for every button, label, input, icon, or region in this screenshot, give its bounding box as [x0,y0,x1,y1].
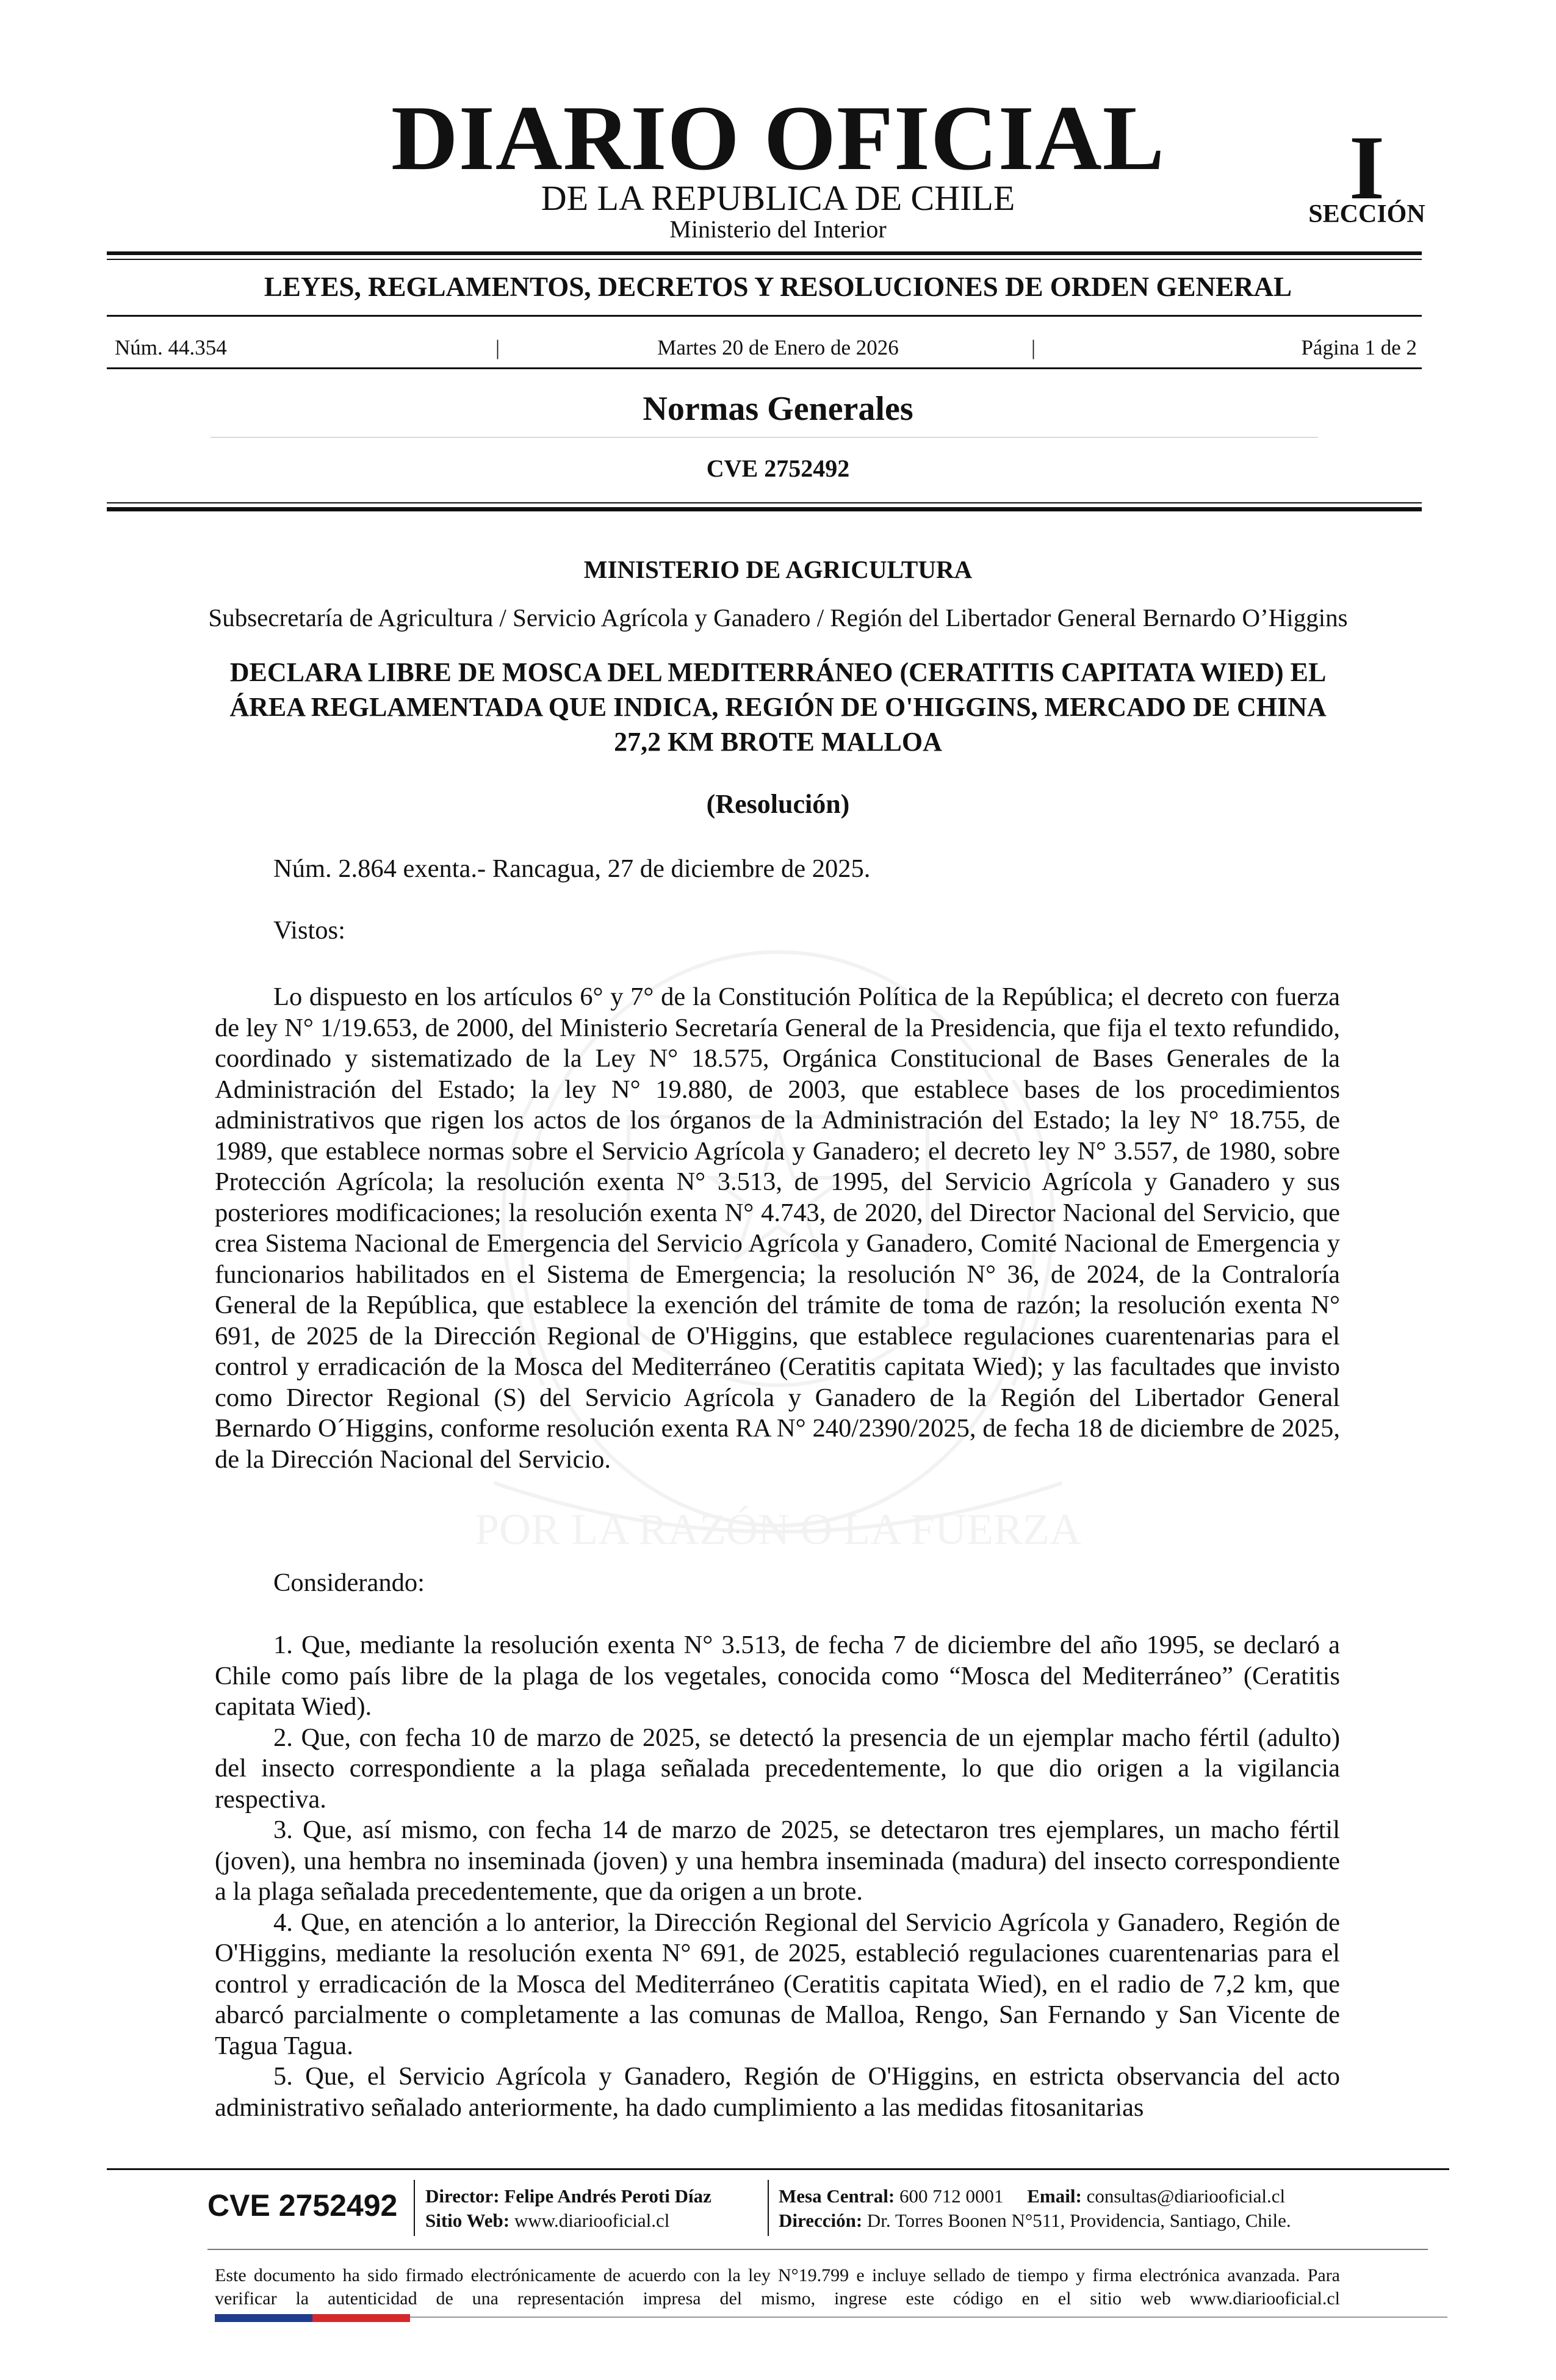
masthead-rule-top-thin [107,259,1422,260]
considerando-1: 1. Que, mediante la resolución exenta N° 3.513, de fecha 7 de diciembre del año 1995, se declaró a Chile como país libre de la plaga de los vegetales, conocida como “Mosca del Mediterráneo” (Ceratitis capitata Wied). [215,1631,1340,1721]
section-title-underline [211,437,1318,438]
considerando-2: 2. Que, con fecha 10 de marzo de 2025, se detectó la presencia de un ejemplar macho fértil (adulto) del insecto correspondiente a la plaga señalada precedentemente, lo que dio origen a la vigilancia respectiva. [215,1723,1340,1814]
section-label: SECCIÓN [1308,200,1425,228]
considerando-3: 3. Que, así mismo, con fecha 14 de marzo de 2025, se detectaron tres ejemplares, un macho fértil (joven), una hembra no inseminada (joven) y una hembra inseminada (madura) del insecto correspondiente a la plaga señalada precedentemente, que da origen a un brote. [215,1816,1340,1906]
laws-rule-bottom [107,315,1422,317]
vistos-heading: Vistos: [273,916,345,945]
footer-director-label: Director: [425,2185,500,2207]
issue-separator-1: | [495,336,500,359]
vistos-body [215,982,1340,1475]
doc-ministry: MINISTERIO DE AGRICULTURA [583,555,973,583]
issue-separator-2: | [1031,336,1036,359]
footer-website-link[interactable]: www.diariooficial.cl [514,2210,670,2231]
footer-email-label: Email: [1027,2185,1082,2207]
footer-website [425,2211,669,2230]
doc-declaration-title: DECLARA LIBRE DE MOSCA DEL MEDITERRÁNEO (CERATITIS CAPITATA WIED) EL ÁREA REGLAMENTADA QUE INDICA, REGIÓN DE O'HIGGINS, MERCADO DE CHINA 27,2 KM BROTE MALLOA [229,657,1327,757]
issue-number: Núm. 44.354 [115,336,227,359]
doc-number-line: Núm. 2.864 exenta.- Rancagua, 27 de diciembre de 2025. [273,854,871,883]
footer-cve: CVE 2752492 [207,2188,398,2223]
considerando-heading: Considerando: [273,1568,425,1597]
laws-heading: LEYES, REGLAMENTOS, DECRETOS Y RESOLUCIONES DE ORDEN GENERAL [264,272,1292,302]
cve-rule-thin [107,502,1422,503]
footer-rule-mid [207,2249,1428,2250]
flag-stripe-blue [215,2314,312,2322]
flag-stripe-red [312,2314,410,2322]
footer-director [425,2187,711,2205]
footer-director-name: Felipe Andrés Peroti Díaz [504,2185,711,2207]
masthead-subtitle: DE LA REPUBLICA DE CHILE [541,178,1015,218]
footer-legal-note: Este documento ha sido firmado electrónicamente de acuerdo con la ley N°19.799 e incluye sellado de tiempo y firma electrónica avanzada. Para verificar la autenticidad de una representación impresa del mismo, ingrese este código en el sitio web www.diariooficial.cl [215,2265,1340,2309]
footer-mesa-label: Mesa Central: [779,2185,895,2207]
issue-rule [107,367,1422,369]
footer-contact [779,2187,1285,2205]
considerando-4: 4. Que, en atención a lo anterior, la Dirección Regional del Servicio Agrícola y Ganadero, Región de O'Higgins, mediante la resolución exenta N° 691, de 2025, estableció regulaciones cuarentenarias para el control y erradicación de la Mosca del Mediterráneo (Ceratitis capitata Wied), en el radio de 7,2 km, que abarcó parcialmente o completamente a las comunas de Malloa, Rengo, San Fernando y San Vicente de Tagua Tagua. [215,1908,1340,2060]
footer-divider-1 [414,2180,415,2236]
footer-mesa: 600 712 0001 [899,2185,1004,2207]
issue-page: Página 1 de 2 [1301,336,1417,359]
section-title: Normas Generales [643,390,913,428]
footer-address-text: Dr. Torres Boonen N°511, Providencia, Santiago, Chile. [866,2210,1291,2231]
masthead-rule-top [107,251,1422,255]
vistos-paragraph: Lo dispuesto en los artículos 6° y 7° de la Constitución Política de la República; el decreto con fuerza de ley N° 1/19.653, de 2000, del Ministerio Secretaría General de la Presidencia, que fija el texto refundido, coordinado y sistematizado de la Ley N° 18.575, Orgánica Constitucional de Bases Generales de la Administración del Estado; la ley N° 19.880, de 2003, que establece bases de los procedimientos administrativos que rigen los actos de los órganos de la Administración del Estado; la ley N° 18.755, de 1989, que establece normas sobre el Servicio Agrícola y Ganadero; el decreto ley N° 3.557, de 1980, sobre Protección Agrícola; la resolución exenta N° 3.513, de 1995, del Servicio Agrícola y Ganadero y sus posteriores modificaciones; la resolución exenta N° 4.743, de 2020, del Director Nacional del Servicio, que crea Sistema Nacional de Emergencia del Servicio Agrícola y Ganadero, Comité Nacional de Emergencia y funcionarios habilitados en el Sistema de Emergencia; la resolución N° 36, de 2024, de la Contraloría General de la República, que establece la exención del trámite de toma de razón; la resolución exenta N° 691, de 2025 de la Dirección Regional de O'Higgins, que establece regulaciones cuarentenarias para el control y erradicación de la Mosca del Mediterráneo (Ceratitis capitata Wied); y las facultades que invisto como Director Regional (S) del Servicio Agrícola y Ganadero de la Región del Libertador General Bernardo O´Higgins, conforme resolución exenta RA N° 240/2390/2025, de fecha 18 de diciembre de 2025, de la Dirección Nacional del Servicio. [215,983,1340,1474]
footer-email-link[interactable]: consultas@diariooficial.cl [1086,2185,1286,2207]
footer-rule-top [107,2168,1449,2170]
section-numeral: I [1349,117,1385,218]
footer-divider-2 [768,2180,769,2236]
considerando-5: 5. Que, el Servicio Agrícola y Ganadero, Región de O'Higgins, en estricta observancia del acto administrativo señalado anteriormente, ha dado cumplimiento a las medidas fitosanitarias [215,2062,1340,2122]
footer-address [779,2211,1291,2230]
masthead-ministry: Ministerio del Interior [669,215,887,243]
footer-website-label: Sitio Web: [425,2210,510,2231]
considerando-body [215,1630,1340,2123]
watermark-motto: POR LA RAZÓN O LA FUERZA [474,1505,1082,1554]
doc-subsecretaria: Subsecretaría de Agricultura / Servicio Agrícola y Ganadero / Región del Libertador General Bernardo O’Higgins [208,604,1348,632]
section-cve: CVE 2752492 [706,455,850,482]
issue-date: Martes 20 de Enero de 2026 [657,336,899,359]
masthead-title: DIARIO OFICIAL [391,87,1165,189]
doc-type: (Resolución) [706,789,850,819]
footer-address-label: Dirección: [779,2210,863,2231]
cve-rule-thick [107,507,1422,511]
